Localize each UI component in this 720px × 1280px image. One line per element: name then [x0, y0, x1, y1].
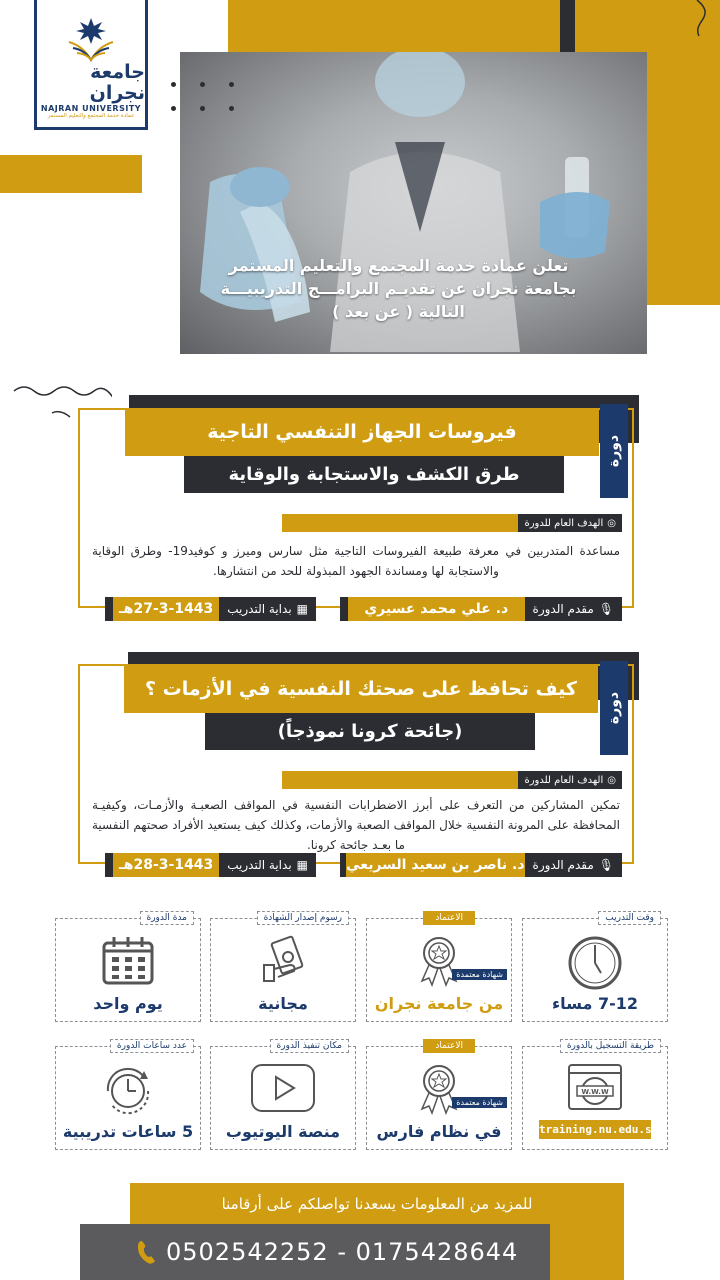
contact-phones: [80, 1224, 550, 1280]
info-label: وقت التدريب: [598, 911, 661, 925]
info-value: في نظام فارس: [376, 1122, 502, 1141]
course-tab-label: دورة: [606, 691, 622, 725]
target-icon: ◎: [607, 774, 616, 786]
info-accreditation-1: [366, 913, 512, 1022]
contact-message: للمزيد من المعلومات يسعدنا تواصلكم على أرقامنا: [221, 1195, 533, 1213]
goal-label: الهدف العام للدورة: [524, 517, 604, 529]
microphone-icon: 🎙: [598, 858, 614, 872]
info-label: رسوم إصدار الشهادة: [257, 911, 349, 925]
course-subtitle-text: طرق الكشف والاستجابة والوقاية: [228, 464, 520, 485]
target-icon: ◎: [607, 517, 616, 529]
presenter-label: مقدم الدورة: [532, 858, 594, 872]
info-label: الاعتماد: [423, 1039, 475, 1053]
logo-name-en: NAJRAN UNIVERSITY: [40, 104, 142, 113]
info-label: عدد ساعات الدورة: [110, 1039, 194, 1053]
decor-dot: [171, 106, 176, 111]
university-logo: [34, 0, 148, 130]
course-1-start: [105, 597, 316, 621]
course-2-start: [105, 853, 316, 877]
info-accreditation-2: [366, 1041, 512, 1150]
phone-icon: [136, 1239, 158, 1265]
course-2-tab: [600, 661, 628, 755]
svg-text:W.W.W: W.W.W: [581, 1088, 609, 1096]
start-date: 28-3-1443هـ: [113, 853, 219, 877]
info-registration: [522, 1041, 668, 1150]
presenter-label: مقدم الدورة: [532, 602, 594, 616]
decor-dot: [200, 82, 205, 87]
goal-label: الهدف العام للدورة: [524, 774, 604, 786]
info-venue: [210, 1041, 356, 1150]
course-2-subtitle: [205, 713, 535, 750]
cap: [105, 597, 113, 621]
info-hours: [55, 1041, 201, 1150]
decor-dot: [229, 82, 234, 87]
course-2-goal-text: تمكين المشاركين من التعرف على أبرز الاضطرابات النفسية في المواقف الصعبـة والأزمـات، وكيفيـة المحافظة على المرونة النفسية خلال المواقف الصعبة والأزمات، وكذلك كيف يستعيد الأفراد صحتهم النفسية ما بعـد جائحة كرونا.: [92, 798, 620, 852]
course-2-title: [124, 665, 598, 713]
announcement-text: تعلن عمادة خدمة المجتمع والتعليم المستمر بجامعة نجران عن تقديـم البرامـــج التدريبيـــة التالية ( عن بعد ): [220, 256, 577, 321]
info-certificate-fee: [210, 913, 356, 1022]
hero-photo: [180, 52, 647, 354]
course-1-presenter: [340, 597, 622, 621]
logo-subtitle: عمادة خدمة المجتمع والتعليم المستمر: [47, 113, 135, 119]
decor-dot: [229, 106, 234, 111]
course-1-goal-text: مساعدة المتدربين في معرفة طبيعة الفيروسات التاجية مثل سارس وميرز و كوفيد19- وطرق الوقاية والاستجابة لها ومساندة الجهود المبذولة للحد من انتشارها.: [92, 544, 620, 578]
certified-badge: شهادة معتمدة: [452, 1097, 507, 1108]
presenter-name: د. علي محمد عسيري: [348, 597, 525, 621]
wave-decoration: [693, 0, 713, 40]
decor-dot: [171, 82, 176, 87]
goal-bar: [282, 771, 518, 789]
info-duration: [55, 913, 201, 1022]
microphone-icon: 🎙: [598, 602, 614, 616]
www-icon: [567, 1063, 623, 1111]
start-label: بداية التدريب: [227, 602, 292, 616]
info-value: منصة اليوتيوب: [225, 1122, 341, 1141]
info-value: 5 ساعات تدريبية: [62, 1122, 194, 1141]
info-training-time: [522, 913, 668, 1022]
goal-bar: [282, 514, 518, 532]
header-gold-bar-left: [0, 155, 142, 193]
info-label: مكان تنفيذ الدورة: [270, 1039, 349, 1053]
start-label: بداية التدريب: [227, 858, 292, 872]
certified-badge: شهادة معتمدة: [452, 969, 507, 980]
course-title-text: فيروسات الجهاز التنفسي التاجية: [207, 421, 517, 443]
start-date: 27-3-1443هـ: [113, 597, 219, 621]
timer-icon: [100, 1063, 156, 1119]
course-2-presenter: [340, 853, 622, 877]
info-label: طريقة التسجيل بالدورة: [560, 1039, 661, 1053]
play-icon: [250, 1063, 316, 1113]
course-1-goal-header: [282, 514, 622, 532]
cap: [105, 853, 113, 877]
logo-name-ar: جامعة نجران: [89, 61, 145, 105]
calendar-icon: [100, 935, 156, 987]
phone-numbers[interactable]: 0502542252 - 0175428644: [166, 1238, 519, 1266]
cap: [340, 853, 346, 877]
course-2-goal-header: [282, 771, 622, 789]
course-subtitle-text: (جائحة كرونا نموذجاً): [277, 721, 463, 742]
course-tab-label: دورة: [606, 434, 622, 468]
decor-dot: [200, 106, 205, 111]
course-title-text: كيف تحافظ على صحتك النفسية في الأزمات ؟: [145, 678, 577, 700]
info-value: من جامعة نجران: [374, 994, 504, 1013]
calendar-icon: ▦: [296, 858, 308, 872]
presenter-name: د. ناصر بن سعيد السريعي: [346, 853, 524, 877]
cap: [340, 597, 348, 621]
logo-emblem-icon: [61, 16, 121, 62]
calendar-icon: ▦: [296, 602, 308, 616]
info-value: مجانية: [258, 994, 308, 1013]
info-value: يوم واحد: [93, 994, 163, 1013]
course-1-tab: [600, 404, 628, 498]
registration-link[interactable]: training.nu.edu.sa: [539, 1120, 651, 1139]
info-value: 7-12 مساء: [552, 994, 638, 1013]
money-hand-icon: [258, 935, 308, 985]
info-label: الاعتماد: [423, 911, 475, 925]
course-1-title: [125, 408, 599, 456]
course-1-subtitle: [184, 456, 564, 493]
clock-icon: [567, 935, 623, 991]
info-label: مدة الدورة: [140, 911, 195, 925]
